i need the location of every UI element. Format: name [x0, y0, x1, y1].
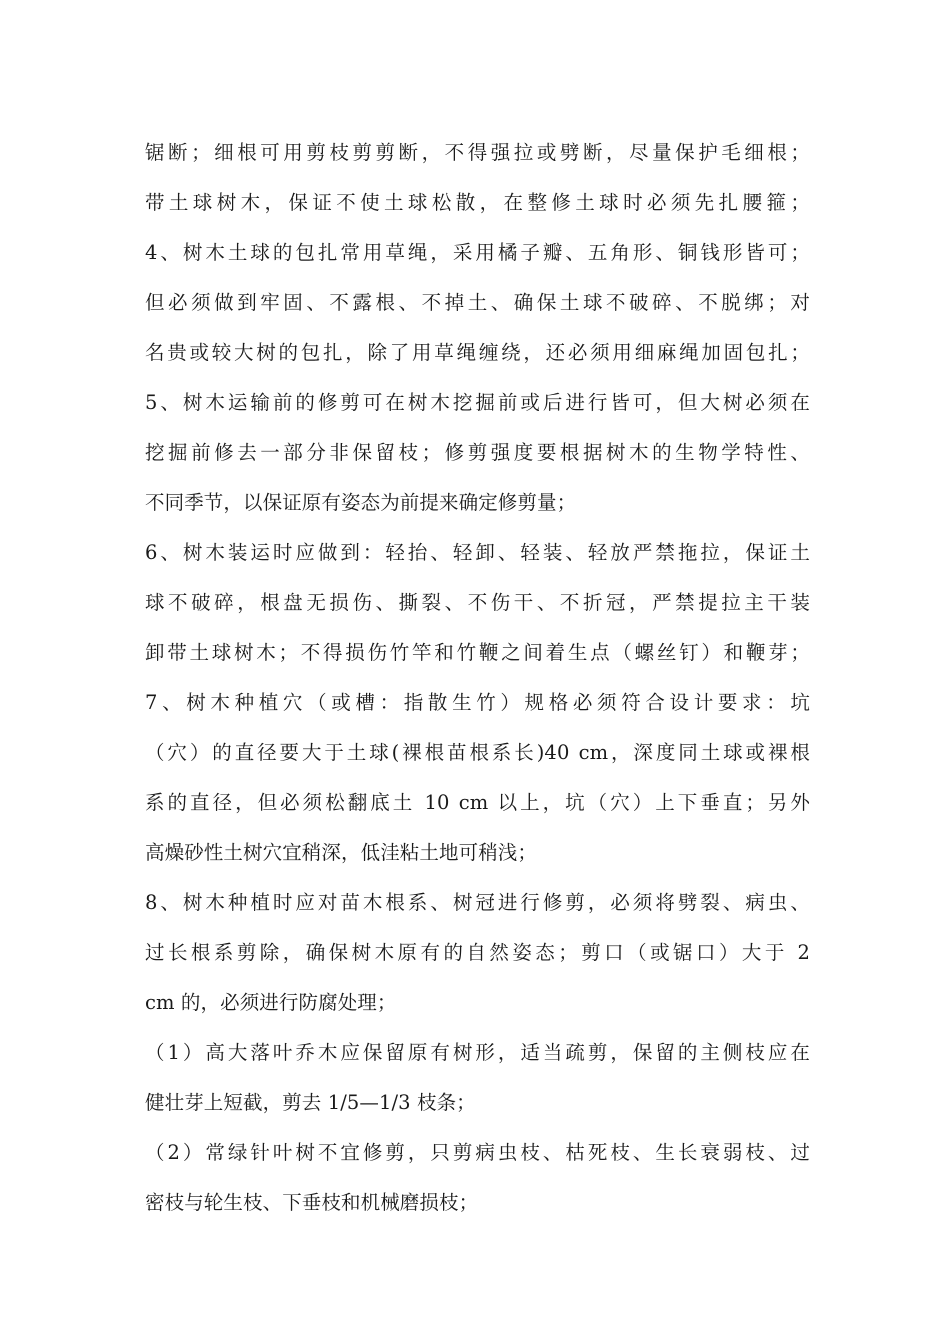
text-line: 带土球树木，保证不使土球松散，在整修土球时必须先扎腰箍；: [145, 191, 810, 214]
text-line: （1）高大落叶乔木应保留原有树形，适当疏剪，保留的主侧枝应在: [145, 1041, 810, 1064]
text-line: （穴）的直径要大于土球(裸根苗根系长)40 cm，深度同土球或裸根: [145, 741, 810, 764]
text-line: 密枝与轮生枝、下垂枝和机械磨损枝；: [145, 1191, 479, 1214]
body-text: [145, 128, 810, 1228]
text-line: （2）常绿针叶树不宜修剪，只剪病虫枝、枯死枝、生长衰弱枝、过: [145, 1141, 810, 1164]
text-line: 名贵或较大树的包扎，除了用草绳缠绕，还必须用细麻绳加固包扎；: [145, 341, 810, 364]
text-line: 7、树木种植穴（或槽：指散生竹）规格必须符合设计要求：坑: [145, 691, 810, 714]
text-line: 锯断；细根可用剪枝剪剪断，不得强拉或劈断，尽量保护毛细根；: [145, 141, 810, 164]
text-line: 健壮芽上短截，剪去 1/5—1/3 枝条；: [145, 1091, 476, 1114]
text-line: 不同季节，以保证原有姿态为前提来确定修剪量；: [145, 491, 577, 514]
text-line: 高燥砂性土树穴宜稍深，低洼粘土地可稍浅；: [145, 841, 538, 864]
text-line: 8、树木种植时应对苗木根系、树冠进行修剪，必须将劈裂、病虫、: [145, 891, 810, 914]
text-line: 6、树木装运时应做到：轻抬、轻卸、轻装、轻放严禁拖拉，保证土: [145, 541, 810, 564]
text-line: 5、树木运输前的修剪可在树木挖掘前或后进行皆可，但大树必须在: [145, 391, 810, 414]
text-line: 但必须做到牢固、不露根、不掉土、确保土球不破碎、不脱绑；对: [145, 291, 810, 314]
text-line: cm 的，必须进行防腐处理；: [145, 991, 397, 1014]
text-line: 挖掘前修去一部分非保留枝；修剪强度要根据树木的生物学特性、: [145, 441, 810, 464]
text-line: 4、树木土球的包扎常用草绳，采用橘子瓣、五角形、铜钱形皆可；: [145, 241, 810, 264]
text-line: 过长根系剪除，确保树木原有的自然姿态；剪口（或锯口）大于 2: [145, 941, 810, 964]
text-line: 球不破碎，根盘无损伤、撕裂、不伤干、不折冠，严禁提拉主干装: [145, 591, 810, 614]
text-line: 系的直径，但必须松翻底土 10 cm 以上，坑（穴）上下垂直；另外: [145, 791, 810, 814]
text-line: 卸带土球树木；不得损伤竹竿和竹鞭之间着生点（螺丝钉）和鞭芽；: [145, 641, 810, 664]
